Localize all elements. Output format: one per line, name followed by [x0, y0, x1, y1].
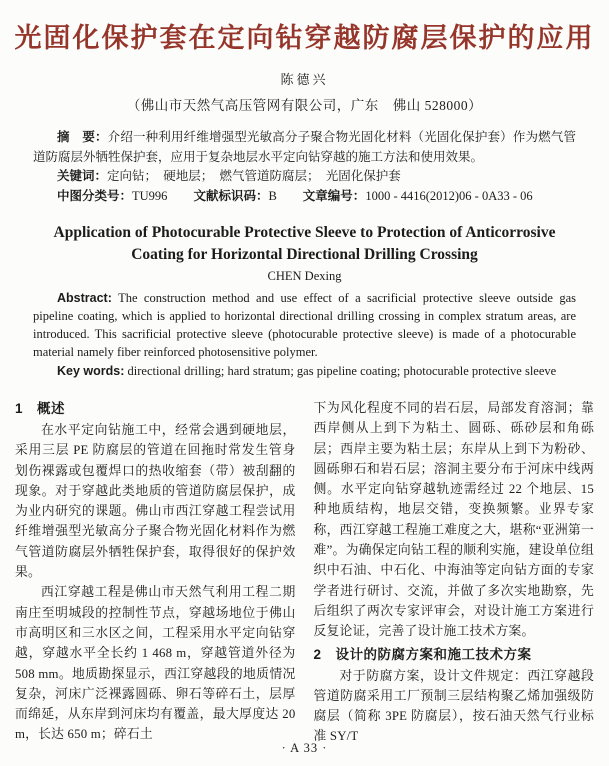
author-name: 陈德兴 — [280, 72, 329, 87]
section-heading-2: 2 设计的防腐方案和施工技术方案 — [313, 646, 532, 662]
abstract-cn — [33, 128, 576, 167]
right-paragraph-2: 对于防腐方案，设计文件规定：西江穿越段管道防腐采用工厂预制三层结构聚乙烯加强级防腐层（简称 3PE 防腐层），按石油天然气行业标准 SY/T — [313, 668, 594, 744]
left-paragraph-1: 在水平定向钻施工中，经常会遇到硬地层，采用三层 PE 防腐层的管道在回拖时常发生管身划伤裸露或包覆焊口的热收缩套（带）被刮翻的现象。对于穿越此类地质的管道防腐层保护，成为业内研究的课题。佛山市西江穿越工程尝试用纤维增强型光敏高分子聚合物光固化材料作为燃气管道防腐层外牺牲保护套，取得很好的保护效果。 — [15, 423, 296, 580]
doc-code-group — [193, 189, 276, 203]
left-paragraph-2: 西江穿越工程是佛山市天然气利用工程二期南庄至明城段的控制性节点，穿越场地位于佛山市高明区和三水区之间，工程采用水平定向钻穿越，穿越水平全长约 1 468 m，穿越管道外径为 508 mm。地质勘探显示，西江穿越段的地质情况复杂，河床广泛裸露圆砾、卵石等碎石土，层厚而绵延，从东岸到河床均有覆盖，最大厚度达 20 m，长达 650 m；碎石土 — [15, 585, 296, 742]
abstract-text-en: The construction method and use effect of a sacrificial protective sleeve outside gas pipeline coating, which is applied to horizontal directional drilling crossing in complex stratum areas, are introduced. This sacrificial protective sleeve (photocurable protective sleeve) is made of a photocurable material namely fiber reinforced photosensitive polymer. — [33, 291, 576, 359]
section-heading-1: 1 概述 — [15, 401, 66, 416]
abstract-en — [33, 289, 576, 361]
keywords-label-en: Key words: — [57, 364, 125, 378]
article-no-group — [303, 189, 533, 203]
keywords-text-en: directional drilling; hard stratum; gas pipeline coating; photocurable protective sleeve — [124, 364, 557, 378]
page-number: · A 33 · — [281, 741, 328, 755]
english-title-line2: Coating for Horizontal Directional Drilling Crossing — [131, 246, 478, 263]
classification-line — [33, 187, 576, 207]
keywords-text-cn: 定向钻； 硬地层； 燃气管道防腐层； 光固化保护套 — [107, 169, 401, 183]
english-title — [44, 222, 565, 266]
right-paragraph-continuation: 下为风化程度不同的岩石层，局部发育溶洞；靠西岸侧从上到下为粘土、圆砾、砾砂层和角砾层；西岸主要为粘土层；东岸从上到下为粉砂、圆砾卵石和岩石层；溶洞主要分布于河床中线两侧。水平定向钻穿越轨迹需经过 22 个地层、15 种地质结构，地层交错，变换频繁。业界专家称，西江穿越工程施工难度之大，堪称“亚洲第一难”。为确保定向钻工程的顺利实施，建设单位组织中石油、中石化、中海油等定向钻方面的专家学者进行研讨、交流，并做了多次实地勘察，先后组织了两次专家评审会，对设计施工方案进行反复论证，完善了设计施工技术方案。 — [313, 401, 594, 639]
keywords-label-cn: 关键词： — [57, 169, 108, 183]
english-title-line1: Application of Photocurable Protective Sleeve to Protection of Anticorrosive — [53, 224, 556, 241]
clc-label: 中图分类号： — [57, 188, 133, 203]
keywords-cn — [33, 167, 576, 187]
article-no-value: 1000 - 4416(2012)06 - 0A33 - 06 — [365, 188, 533, 203]
doc-code-value: B — [268, 188, 277, 203]
abstract-label-cn: 摘 要： — [57, 130, 108, 144]
english-author: CHEN Dexing — [267, 269, 342, 283]
clc-value: TU996 — [132, 188, 168, 203]
clc-group — [57, 189, 167, 203]
two-column-body — [15, 398, 594, 747]
abstract-label-en: Abstract: — [57, 291, 112, 305]
doc-code-label: 文献标识码： — [193, 188, 269, 203]
author-affiliation: （佛山市天然气高压管网有限公司，广东 佛山 528000） — [126, 98, 483, 113]
keywords-en — [33, 362, 576, 380]
left-column — [15, 398, 296, 747]
page-title: 光固化保护套在定向钻穿越防腐层保护的应用 — [14, 23, 595, 53]
right-column — [314, 398, 595, 747]
chinese-meta-block — [33, 128, 576, 206]
article-no-label: 文章编号： — [302, 188, 366, 203]
abstract-text-cn: 介绍一种利用纤维增强型光敏高分子聚合物光固化材料（光固化保护套）作为燃气管道防腐层外牺牲保护套，应用于复杂地层水平定向钻穿越的施工方法和使用效果。 — [33, 130, 576, 164]
